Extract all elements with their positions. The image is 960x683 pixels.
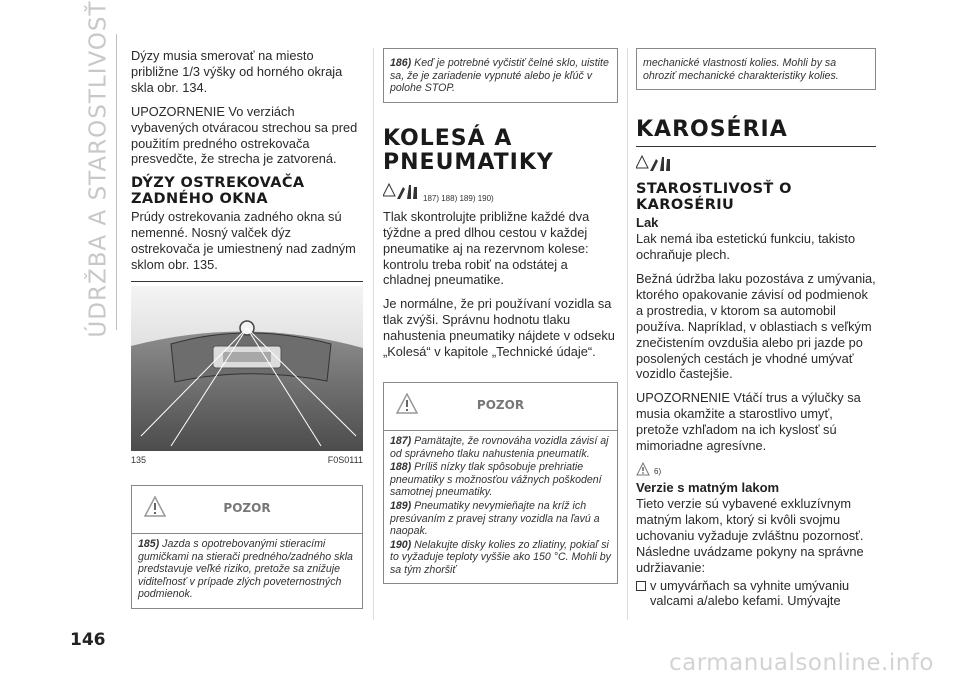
- checkbox-bullet-icon: [636, 581, 646, 591]
- note-text: mechanické vlastnosti kolies. Mohli by sa ohroziť mechanické charakteristiky kolies.: [643, 57, 839, 82]
- figure-number: 135: [131, 454, 147, 465]
- section-heading: STAROSTLIVOSŤ O KAROSÉRIU: [636, 181, 792, 214]
- caution-icon: [636, 462, 650, 476]
- paragraph: Prúdy ostrekovania zadného okna sú nemenné. Nosný valček dýz ostrekovača je umiestnený nad zadným sklom obr. 135.: [131, 209, 356, 273]
- subheading: Lak: [636, 215, 659, 231]
- reference-numbers: 187) 188) 189) 190): [423, 193, 494, 203]
- column-divider: [373, 48, 374, 620]
- heading-rule: [636, 146, 876, 147]
- paragraph: Tlak skontrolujte približne každé dva týždne a pred dlhou cestou v každej pneumatike aj na rezervnom kolese: kontrolu treba robiť na odstátej a chladnej pneumatike.: [383, 208, 590, 288]
- warning-box: [131, 485, 363, 609]
- paragraph: Dýzy musia smerovať na miesto približne 1/3 výšky od horného okraja skla obr. 134.: [131, 48, 343, 95]
- paragraph: Bežná údržba laku pozostáva z umývania, ktorého opakovanie závisí od podmienok a prostredia, v ktorom sa automobil používa. Napríklad, v oblastiach s veľkým znečistením ovzdušia alebo pri jazde po posolených cestách je vhodné umývať vozidlo častejšie.: [636, 271, 876, 382]
- note-box: [383, 48, 618, 103]
- section-heading: DÝZY OSTREKOVAČA ZADNÉHO OKNA: [131, 175, 305, 208]
- warning-item: 189) Pneumatiky nevymieňajte na kríž ich presúvaním z pravej strany vozidla na ľavú a naopak.: [390, 499, 600, 538]
- column-divider: [627, 48, 628, 620]
- note-box-continued: [636, 48, 876, 90]
- maintenance-icon: [383, 181, 419, 203]
- column-3: [636, 48, 876, 617]
- divider: [131, 281, 363, 282]
- reference-row: [383, 181, 618, 203]
- column-1: [131, 48, 363, 609]
- paragraph: Lak nemá iba estetickú funkciu, takisto ochraňuje plech.: [636, 231, 856, 263]
- subheading: Verzie s matným lakom: [636, 479, 780, 495]
- sidebar-divider: [116, 34, 117, 330]
- page-number: 146: [70, 630, 106, 650]
- maintenance-icon: [636, 153, 672, 175]
- paragraph: UPOZORNENIE Vo verziách vybavených otváracou strechou sa pred použitím predného ostrekovača presvedčte, že strecha je zatvorená.: [131, 103, 358, 167]
- figure-rear-washer: [131, 286, 363, 451]
- chapter-heading: KAROSÉRIA: [636, 117, 788, 143]
- column-2: [383, 48, 618, 584]
- reference-number: 6): [654, 466, 662, 476]
- warning-item: 185) Jazda s opotrebovanými stieracími gumičkami na stierači predného/zadného skla predstavuje veľké riziko, pretože sa znižuje viditeľnosť v prípade zlých poveternostných podmienok.: [138, 537, 353, 601]
- reference-row: [636, 462, 876, 476]
- warning-label: POZOR: [476, 397, 525, 412]
- warning-item: 188) Príliš nízky tlak spôsobuje prehriatie pneumatiky s možnosťou vážnych poškodení samotnej pneumatiky.: [390, 461, 602, 499]
- warning-item: 190) Nelakujte disky kolies zo zliatiny, pokiaľ si to vyžaduje teploty vyššie ako 150 °C. Mohli by sa tým zhoršiť: [390, 538, 611, 576]
- warning-label: POZOR: [223, 500, 271, 515]
- warning-item: 187) Pamätajte, že rovnováha vozidla závisí aj od správneho tlaku nahustenia pneumatík.: [390, 434, 609, 460]
- paragraph: UPOZORNENIE Vtáčí trus a výlučky sa musia okamžite a starostlivo umyť, pretože vzhľadom na ich kyslosť sú mimoriadne agresívne.: [636, 390, 861, 454]
- paragraph: Je normálne, že pri používaní vozidla sa tlak zvýši. Správnu hodnotu tlaku nahustenia pneumatiky nájdete v odseku „Kolesá“ v kapitole „Technické údaje“.: [383, 296, 615, 360]
- watermark: carmanualsonline.info: [668, 650, 934, 676]
- chapter-title-vertical: ÚDRŽBA A STAROSTLIVOSŤ: [86, 0, 113, 338]
- chapter-heading: KOLESÁ A PNEUMATIKY: [383, 125, 554, 175]
- warning-box: [383, 382, 618, 585]
- figure-code: F0S0111: [327, 454, 363, 465]
- paragraph: Tieto verzie sú vybavené exkluzívnym matným lakom, ktorý si kvôli svojmu uchovaniu vyžaduje zvláštnu pozornosť. Následne uvádzame pokyny na správne udržiavanie:: [636, 495, 864, 575]
- bullet-item: v umyvárňach sa vyhnite umývaniu valcami a/alebo kefami. Umývajte: [636, 578, 876, 610]
- rear-window-illustration: [131, 286, 363, 451]
- note-item: 186) Keď je potrebné vyčistiť čelné sklo, uistite sa, že je zariadenie vypnuté alebo je kľúč v polohe STOP.: [390, 57, 609, 95]
- icon-row: [636, 153, 876, 175]
